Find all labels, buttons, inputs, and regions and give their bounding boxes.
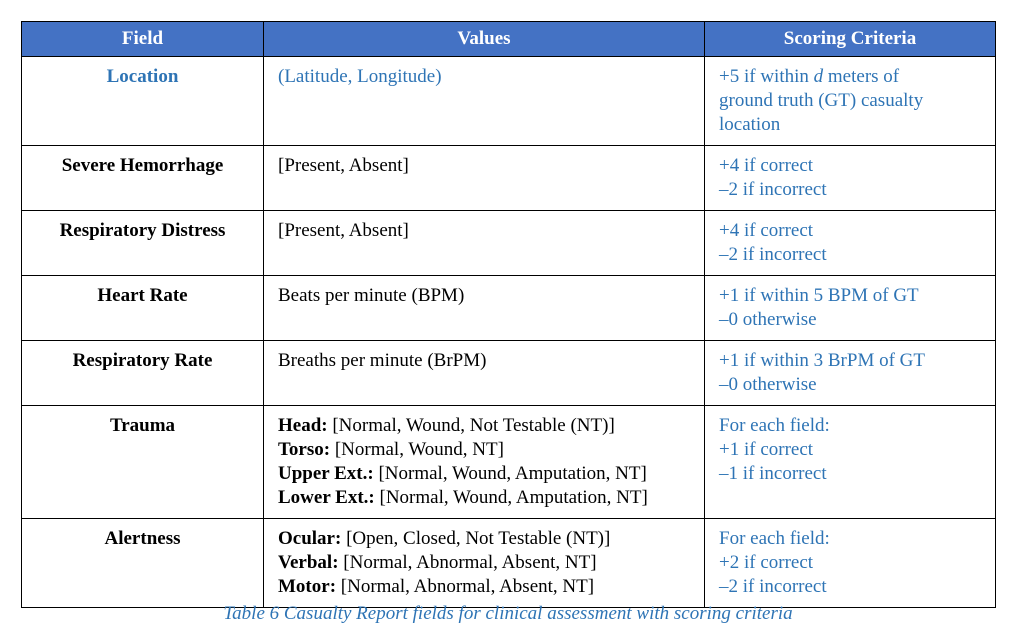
table-row-respiratory-distress: [22, 211, 996, 276]
scoring-cell: [705, 211, 996, 276]
value-label: Ocular:: [278, 528, 342, 549]
scoring-table-container: [21, 21, 995, 608]
value-text: [Normal, Wound, Amputation, NT]: [373, 463, 647, 484]
table-caption: Table 6 Casualty Report fields for clinical assessment with scoring criteria: [223, 603, 793, 624]
value-line: [278, 551, 690, 575]
table-row-location: [22, 57, 996, 146]
scoring-line: –0 otherwise: [719, 374, 817, 395]
casualty-report-table: [21, 21, 996, 608]
values-cell: [264, 146, 705, 211]
value-line: [278, 527, 690, 551]
field-cell: Severe Hemorrhage: [22, 146, 264, 211]
scoring-line: +2 if correct: [719, 552, 814, 573]
value-line: (Latitude, Longitude): [278, 66, 442, 87]
value-line: [278, 438, 690, 462]
scoring-line: [719, 65, 981, 89]
value-label: Lower Ext.:: [278, 487, 375, 508]
distance-variable: d: [813, 66, 824, 87]
value-line: [Present, Absent]: [278, 155, 409, 176]
table-header-row: [22, 22, 996, 57]
value-text: [Normal, Wound, Not Testable (NT)]: [327, 415, 615, 436]
table-row-heart-rate: [22, 276, 996, 341]
header-values: Values: [264, 22, 705, 57]
values-cell: [264, 406, 705, 519]
scoring-line: location: [719, 114, 781, 135]
table-row-alertness: [22, 519, 996, 608]
value-text: [Normal, Wound, Amputation, NT]: [374, 487, 648, 508]
scoring-text: +5 if within: [719, 66, 814, 87]
value-line: Breaths per minute (BrPM): [278, 350, 487, 371]
field-cell: Location: [22, 57, 264, 146]
value-text: [Normal, Abnormal, Absent, NT]: [336, 576, 595, 597]
scoring-line: +1 if within 5 BPM of GT: [719, 285, 919, 306]
values-cell: [264, 211, 705, 276]
value-label: Motor:: [278, 576, 337, 597]
scoring-line: –0 otherwise: [719, 309, 817, 330]
scoring-cell: [705, 341, 996, 406]
scoring-cell: [705, 519, 996, 608]
field-cell: Heart Rate: [22, 276, 264, 341]
values-cell: [264, 57, 705, 146]
value-line: [278, 575, 690, 599]
value-label: Torso:: [278, 439, 331, 460]
field-cell: Respiratory Distress: [22, 211, 264, 276]
scoring-cell: [705, 57, 996, 146]
scoring-line: –2 if incorrect: [719, 244, 827, 265]
field-cell: Alertness: [22, 519, 264, 608]
field-cell: Respiratory Rate: [22, 341, 264, 406]
scoring-line: +1 if within 3 BrPM of GT: [719, 350, 925, 371]
value-text: [Open, Closed, Not Testable (NT)]: [341, 528, 611, 549]
value-label: Upper Ext.:: [278, 463, 374, 484]
value-line: Beats per minute (BPM): [278, 285, 465, 306]
value-text: [Normal, Abnormal, Absent, NT]: [338, 552, 597, 573]
scoring-line: –1 if incorrect: [719, 463, 827, 484]
scoring-line: –2 if incorrect: [719, 179, 827, 200]
scoring-line: For each field:: [719, 415, 830, 436]
scoring-line: For each field:: [719, 528, 830, 549]
value-line: [Present, Absent]: [278, 220, 409, 241]
value-text: [Normal, Wound, NT]: [330, 439, 504, 460]
scoring-line: ground truth (GT) casualty: [719, 90, 924, 111]
value-line: [278, 414, 690, 438]
values-cell: [264, 276, 705, 341]
table-row-severe-hemorrhage: [22, 146, 996, 211]
field-cell: Trauma: [22, 406, 264, 519]
scoring-cell: [705, 146, 996, 211]
value-label: Head:: [278, 415, 328, 436]
value-line: [278, 462, 690, 486]
values-cell: [264, 519, 705, 608]
scoring-line: +4 if correct: [719, 220, 814, 241]
value-line: [278, 486, 690, 510]
header-scoring-criteria: Scoring Criteria: [705, 22, 996, 57]
table-row-trauma: [22, 406, 996, 519]
value-label: Verbal:: [278, 552, 339, 573]
scoring-line: +1 if correct: [719, 439, 814, 460]
values-cell: [264, 341, 705, 406]
table-row-respiratory-rate: [22, 341, 996, 406]
scoring-cell: [705, 406, 996, 519]
scoring-cell: [705, 276, 996, 341]
scoring-line: +4 if correct: [719, 155, 814, 176]
header-field: Field: [22, 22, 264, 57]
scoring-text: meters of: [823, 66, 900, 87]
scoring-line: –2 if incorrect: [719, 576, 827, 597]
